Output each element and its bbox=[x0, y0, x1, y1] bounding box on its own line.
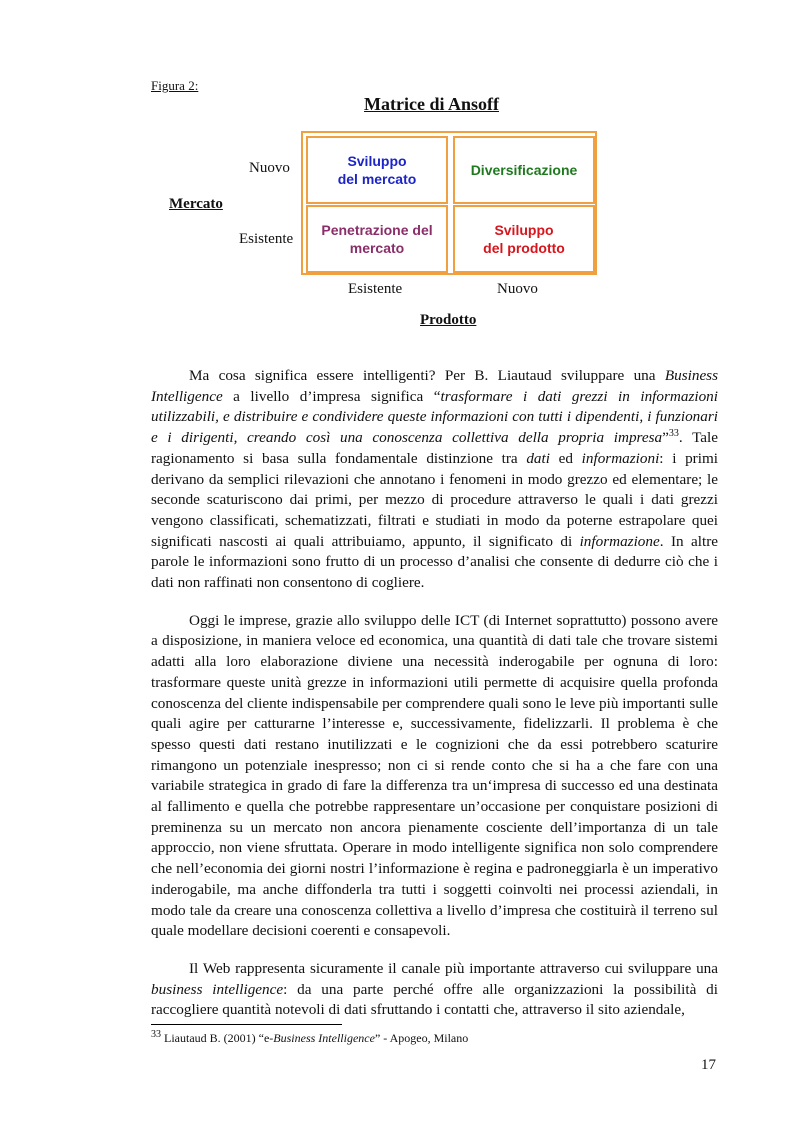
cell-text-line: mercato bbox=[349, 240, 405, 256]
footnote-ref: 33 bbox=[668, 428, 679, 440]
column-axis-title: Prodotto bbox=[420, 312, 477, 328]
text-run: a livello d’impresa significa “ bbox=[222, 387, 441, 405]
cell-market-development bbox=[306, 136, 448, 204]
row-axis-title: Mercato bbox=[169, 196, 223, 212]
cell-text-line: Sviluppo bbox=[494, 222, 554, 238]
text-run: Business Intelligence bbox=[273, 1031, 375, 1045]
cell-product-development bbox=[453, 205, 595, 273]
cell-text-line: Diversificazione bbox=[470, 162, 578, 178]
text-run: : da una parte perché offre alle organizzazioni la possibilità di raccogliere quantità notevoli di dati sfruttando i contatti che, attraverso il sito aziendale, bbox=[151, 980, 718, 1019]
ansoff-matrix bbox=[301, 131, 597, 275]
cell-text-line: del prodotto bbox=[483, 240, 565, 256]
paragraph-1 bbox=[151, 366, 718, 594]
footnote-number: 33 bbox=[151, 1029, 161, 1040]
text-run: Il Web rappresenta sicuramente il canale più importante attraverso cui sviluppare una bbox=[189, 959, 718, 977]
figure-title: Matrice di Ansoff bbox=[364, 94, 499, 114]
text-run: ed bbox=[549, 449, 582, 467]
cell-text-line: del mercato bbox=[337, 171, 417, 187]
row-label-nuovo: Nuovo bbox=[249, 160, 290, 176]
page-number: 17 bbox=[701, 1057, 716, 1073]
cell-diversification bbox=[453, 136, 595, 204]
row-label-esistente: Esistente bbox=[239, 231, 294, 247]
text-run: : i primi derivano da semplici rilevazioni che annotano i fenomeni in modo grezzo ed elementare; le seconde scaturiscono dai primi, per mezzo di procedure attraverso le quali i dati grezzi vengono classificati, schematizzati, filtrati e studiati in modo da poterne estrapolare quei significati nascosti ai quali attribuiamo, appunto, il significato di bbox=[151, 449, 718, 550]
text-run: business intelligence bbox=[151, 980, 284, 998]
text-run: Ma cosa significa essere intelligenti? Per B. Liautaud sviluppare una bbox=[189, 367, 665, 384]
cell-market-penetration bbox=[306, 205, 448, 273]
text-run: ” - Apogeo, Milano bbox=[374, 1031, 469, 1045]
text-run: informazione bbox=[579, 532, 660, 550]
text-run: informazioni bbox=[581, 449, 660, 467]
footnote-separator bbox=[151, 1024, 342, 1025]
text-run: Business Intelligence bbox=[151, 367, 718, 405]
text-run: . In altre parole le informazioni sono frutto di un processo d’analisi che consente di dedurre ciò che i dati non raffinati non consentono di cogliere. bbox=[151, 532, 718, 592]
column-label-esistente: Esistente bbox=[348, 281, 403, 297]
cell-text-line: Penetrazione del bbox=[321, 222, 433, 238]
cell-text-line: Sviluppo bbox=[347, 153, 407, 169]
text-run: ” bbox=[662, 429, 669, 447]
text-run: dati bbox=[526, 449, 550, 467]
text-run: Liautaud B. (2001) “e- bbox=[161, 1031, 274, 1045]
paragraph-2: Oggi le imprese, grazie allo sviluppo delle ICT (di Internet soprattutto) possono avere a disposizione, in maniera veloce ed economica, una quantità di dati tale che trovare sistemi adatti alla loro elaborazione diviene una necessità inderogabile per ognuna di loro: trasformare queste unità grezze in informazioni utili permette di acquisire quella profonda conoscenza del cliente indispensabile per comprendere quali sono le leve più importanti sulle quali agire per catturarne l’interesse e, successivamente, fidelizzarli. Il problema è che spesso questi dati restano inutilizzati e le cognizioni che da essi potrebbero scaturire rimangono un potenziale inespresso; non ci si rende conto che si ha a che fare con una variabile strategica in grado di fare la differenza tra un‘impresa di successo ed una destinata al fallimento e quella che potrebbe rappresentare un’occasione per conquistare posizioni di preminenza su un mercato non ancora pienamente cosciente dell’importanza di un tale approccio, non viene sfruttata. Operare in modo intelligente significa non solo comprendere che nell’economia dei giorni nostri l’informazione è regina e padroneggiarla è un imperativo inderogabile, ma anche diffonderla tra tutti i soggetti coinvolti nei processi aziendali, in modo tale da creare una conoscenza collettiva a livello d’impresa che costituirà il terreno sul quale modellare decisioni coerenti e consapevoli. bbox=[151, 611, 718, 940]
quote-text: trasformare i dati grezzi in informazioni utilizzabili, e distribuire e condividere queste informazioni con tutti i dipendenti, i funzionari e i dirigenti, creando così una conoscenza collettiva della propria impresa bbox=[151, 387, 718, 447]
figure-label: Figura 2: bbox=[151, 78, 199, 93]
text-run: . Tale ragionamento si basa sulla fondamentale distinzione tra bbox=[151, 429, 718, 467]
body-text bbox=[151, 366, 718, 1021]
paragraph-3 bbox=[151, 959, 718, 1021]
footnote bbox=[151, 1031, 468, 1046]
column-label-nuovo: Nuovo bbox=[497, 281, 538, 297]
